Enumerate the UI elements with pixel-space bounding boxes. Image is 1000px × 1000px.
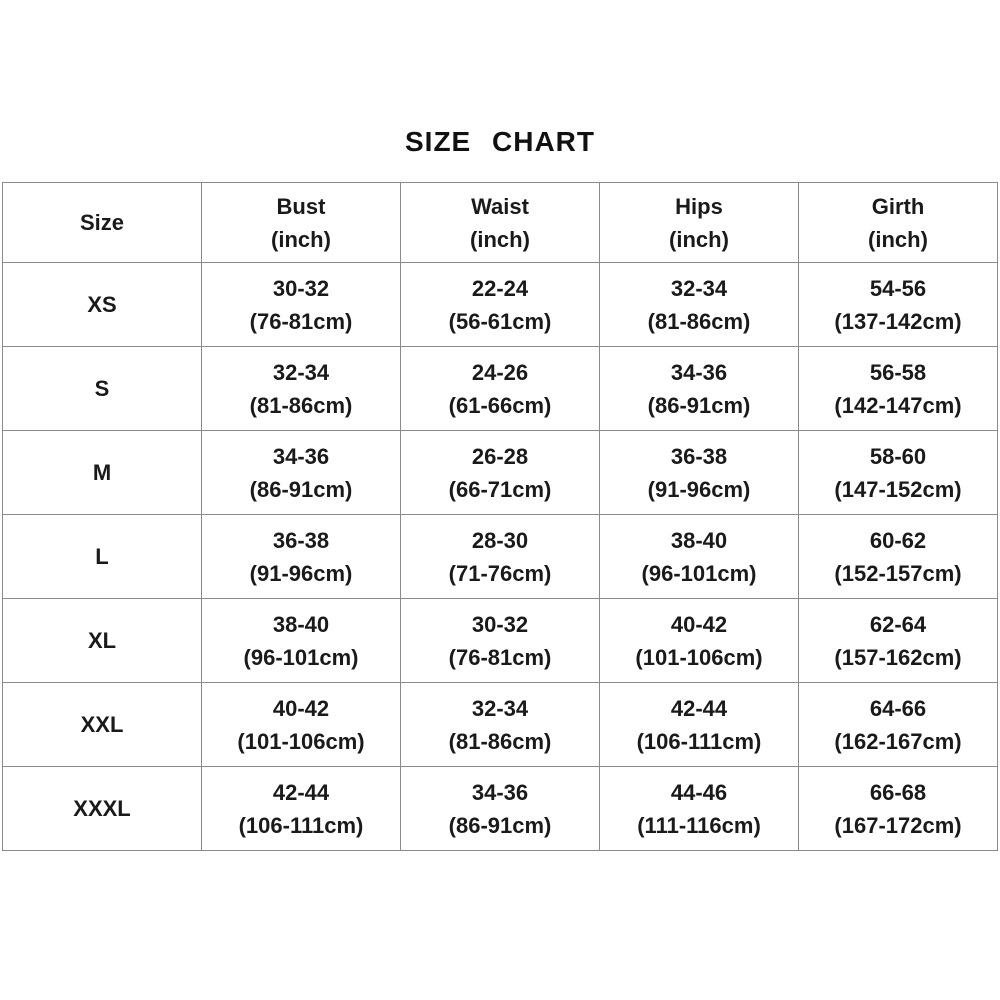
hips-cell (600, 515, 799, 599)
waist-cm-range: (76-81cm) (448, 644, 552, 670)
girth-cell (799, 431, 998, 515)
size-label: XL (3, 599, 202, 683)
waist-cm-range: (81-86cm) (448, 728, 552, 754)
girth-inch-range: 54-56 (869, 275, 927, 301)
table-row-m (3, 431, 998, 515)
waist-inch-range: 26-28 (471, 443, 529, 469)
girth-cell (799, 767, 998, 851)
bust-cell (202, 431, 401, 515)
column-header-waist (401, 183, 600, 263)
page-title: SIZE CHART (405, 126, 595, 157)
waist-inch-range: 32-34 (471, 695, 529, 721)
size-chart-table-header (3, 183, 998, 263)
waist-inch-range: 30-32 (471, 611, 529, 637)
column-label: Bust (276, 193, 326, 219)
waist-inch-range: 28-30 (471, 527, 529, 553)
girth-inch-range: 56-58 (869, 359, 927, 385)
bust-cm-range: (81-86cm) (249, 392, 353, 418)
girth-cell (799, 515, 998, 599)
hips-inch-range: 44-46 (670, 779, 728, 805)
bust-cm-range: (106-111cm) (238, 812, 364, 838)
waist-cm-range: (56-61cm) (448, 308, 552, 334)
column-unit-label: (inch) (470, 226, 530, 252)
size-table-body (3, 263, 998, 851)
hips-cell (600, 431, 799, 515)
column-header-hips (600, 183, 799, 263)
waist-cell (401, 767, 600, 851)
hips-inch-range: 38-40 (670, 527, 728, 553)
hips-cell (600, 767, 799, 851)
table-row-xxl (3, 683, 998, 767)
table-row-l (3, 515, 998, 599)
girth-inch-range: 58-60 (869, 443, 927, 469)
girth-cm-range: (142-147cm) (834, 392, 962, 418)
table-row-xs (3, 263, 998, 347)
size-label: S (3, 347, 202, 431)
girth-inch-range: 62-64 (869, 611, 927, 637)
column-unit-label: (inch) (868, 226, 928, 252)
waist-cell (401, 347, 600, 431)
column-label: Hips (675, 193, 723, 219)
girth-cell (799, 683, 998, 767)
hips-inch-range: 34-36 (670, 359, 728, 385)
column-header-size (3, 183, 202, 263)
size-label: XS (3, 263, 202, 347)
size-label: M (3, 431, 202, 515)
size-chart-table (2, 182, 998, 851)
waist-inch-range: 24-26 (471, 359, 529, 385)
girth-cell (799, 263, 998, 347)
bust-inch-range: 42-44 (272, 779, 330, 805)
column-unit-label: (inch) (271, 226, 331, 252)
bust-cell (202, 683, 401, 767)
hips-cm-range: (106-111cm) (636, 728, 762, 754)
table-row-s (3, 347, 998, 431)
hips-inch-range: 32-34 (670, 275, 728, 301)
bust-inch-range: 40-42 (272, 695, 330, 721)
waist-cell (401, 263, 600, 347)
bust-cm-range: (96-101cm) (243, 644, 359, 670)
bust-cm-range: (76-81cm) (249, 308, 353, 334)
girth-cm-range: (137-142cm) (834, 308, 962, 334)
hips-cell (600, 263, 799, 347)
waist-inch-range: 34-36 (471, 779, 529, 805)
size-label: XXXL (3, 767, 202, 851)
bust-inch-range: 36-38 (272, 527, 330, 553)
girth-cm-range: (157-162cm) (834, 644, 962, 670)
column-unit-label: (inch) (669, 226, 729, 252)
bust-cell (202, 599, 401, 683)
waist-cell (401, 431, 600, 515)
hips-cm-range: (86-91cm) (647, 392, 751, 418)
hips-cm-range: (96-101cm) (641, 560, 757, 586)
hips-inch-range: 40-42 (670, 611, 728, 637)
bust-cm-range: (86-91cm) (249, 476, 353, 502)
waist-cell (401, 683, 600, 767)
waist-cm-range: (86-91cm) (448, 812, 552, 838)
girth-cm-range: (147-152cm) (834, 476, 962, 502)
bust-cm-range: (101-106cm) (237, 728, 365, 754)
waist-cm-range: (71-76cm) (448, 560, 552, 586)
header-row (3, 183, 998, 263)
bust-inch-range: 32-34 (272, 359, 330, 385)
hips-inch-range: 36-38 (670, 443, 728, 469)
bust-cm-range: (91-96cm) (249, 560, 353, 586)
girth-cm-range: (162-167cm) (834, 728, 962, 754)
hips-cell (600, 683, 799, 767)
hips-cm-range: (111-116cm) (637, 812, 761, 838)
bust-cell (202, 347, 401, 431)
hips-cell (600, 347, 799, 431)
size-label: XXL (3, 683, 202, 767)
girth-inch-range: 60-62 (869, 527, 927, 553)
table-row-xl (3, 599, 998, 683)
table-row-xxxl (3, 767, 998, 851)
bust-cell (202, 263, 401, 347)
hips-cm-range: (101-106cm) (635, 644, 763, 670)
girth-cell (799, 599, 998, 683)
column-header-bust (202, 183, 401, 263)
column-label: Size (79, 210, 125, 235)
girth-cm-range: (152-157cm) (834, 560, 962, 586)
bust-inch-range: 38-40 (272, 611, 330, 637)
girth-inch-range: 66-68 (869, 779, 927, 805)
waist-cell (401, 515, 600, 599)
waist-cm-range: (61-66cm) (448, 392, 552, 418)
column-label: Waist (471, 193, 529, 219)
hips-cm-range: (81-86cm) (647, 308, 751, 334)
column-header-girth (799, 183, 998, 263)
girth-cell (799, 347, 998, 431)
bust-cell (202, 767, 401, 851)
size-label: L (3, 515, 202, 599)
girth-inch-range: 64-66 (869, 695, 927, 721)
bust-cell (202, 515, 401, 599)
girth-cm-range: (167-172cm) (834, 812, 962, 838)
waist-inch-range: 22-24 (471, 275, 529, 301)
hips-cm-range: (91-96cm) (647, 476, 751, 502)
hips-inch-range: 42-44 (670, 695, 728, 721)
hips-cell (600, 599, 799, 683)
waist-cm-range: (66-71cm) (448, 476, 552, 502)
bust-inch-range: 30-32 (272, 275, 330, 301)
waist-cell (401, 599, 600, 683)
bust-inch-range: 34-36 (272, 443, 330, 469)
column-label: Girth (871, 193, 925, 219)
